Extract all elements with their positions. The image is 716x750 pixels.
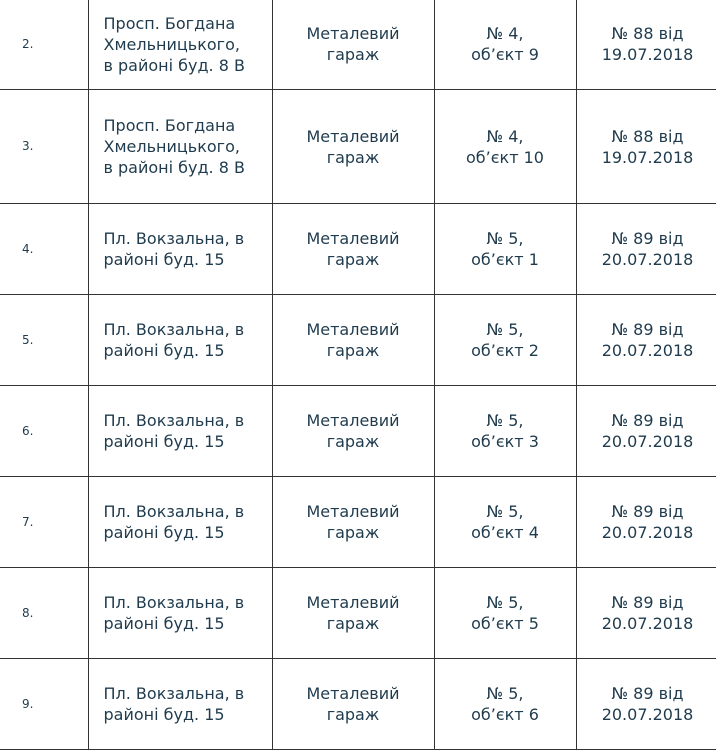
permit-cell bbox=[576, 659, 716, 750]
table-row bbox=[0, 90, 716, 204]
row-number-cell bbox=[0, 659, 88, 750]
object-type-cell bbox=[272, 386, 434, 477]
address-cell bbox=[88, 568, 272, 659]
permit-cell bbox=[576, 568, 716, 659]
permit-cell bbox=[576, 386, 716, 477]
row-number-cell bbox=[0, 568, 88, 659]
permit-text: № 88 від 19.07.2018 bbox=[601, 126, 694, 167]
row-number-cell bbox=[0, 0, 88, 90]
permit-text: № 89 від 20.07.2018 bbox=[601, 320, 694, 360]
address-text: Пл. Вокзальна, в районі буд. 15 bbox=[103, 320, 245, 360]
row-number: 2. bbox=[22, 36, 34, 51]
object-type-text: Металевий гараж bbox=[306, 684, 400, 724]
permit-cell bbox=[576, 204, 716, 295]
object-type-text: Металевий гараж bbox=[306, 411, 400, 451]
address-text: Просп. Богдана Хмельницького, в районі буд. 8 В bbox=[103, 116, 245, 177]
address-cell bbox=[88, 295, 272, 386]
row-number-cell bbox=[0, 90, 88, 204]
object-type-text: Металевий гараж bbox=[306, 320, 400, 360]
row-number-cell bbox=[0, 295, 88, 386]
row-number: 6. bbox=[22, 423, 34, 438]
object-type-cell bbox=[272, 90, 434, 204]
address-cell bbox=[88, 477, 272, 568]
object-number-text: № 5, об’єкт 2 bbox=[471, 320, 539, 360]
address-cell bbox=[88, 659, 272, 750]
table-row bbox=[0, 295, 716, 386]
object-number-text: № 5, об’єкт 6 bbox=[471, 684, 539, 724]
permit-text: № 89 від 20.07.2018 bbox=[601, 411, 694, 451]
object-number-cell bbox=[434, 568, 576, 659]
address-text: Пл. Вокзальна, в районі буд. 15 bbox=[103, 229, 245, 269]
row-number: 8. bbox=[22, 605, 34, 620]
permit-text: № 89 від 20.07.2018 bbox=[601, 502, 694, 542]
table-row bbox=[0, 386, 716, 477]
address-cell bbox=[88, 386, 272, 477]
address-text: Пл. Вокзальна, в районі буд. 15 bbox=[103, 593, 245, 633]
table-row bbox=[0, 0, 716, 90]
object-number-cell bbox=[434, 386, 576, 477]
permit-text: № 88 від 19.07.2018 bbox=[601, 24, 694, 64]
object-type-cell bbox=[272, 659, 434, 750]
object-type-cell bbox=[272, 568, 434, 659]
object-number-cell bbox=[434, 90, 576, 204]
row-number-cell bbox=[0, 204, 88, 295]
object-type-text: Металевий гараж bbox=[306, 229, 400, 269]
permit-cell bbox=[576, 90, 716, 204]
row-number: 5. bbox=[22, 332, 34, 347]
object-type-cell bbox=[272, 477, 434, 568]
object-number-cell bbox=[434, 477, 576, 568]
object-type-text: Металевий гараж bbox=[306, 593, 400, 633]
address-cell bbox=[88, 90, 272, 204]
object-number-text: № 4, об’єкт 10 bbox=[466, 126, 544, 167]
table-row bbox=[0, 568, 716, 659]
row-number-cell bbox=[0, 386, 88, 477]
object-number-cell bbox=[434, 659, 576, 750]
object-number-cell bbox=[434, 0, 576, 90]
object-type-cell bbox=[272, 295, 434, 386]
row-number: 7. bbox=[22, 514, 34, 529]
object-number-cell bbox=[434, 295, 576, 386]
object-type-text: Металевий гараж bbox=[306, 24, 400, 64]
table-row bbox=[0, 659, 716, 750]
address-text: Пл. Вокзальна, в районі буд. 15 bbox=[103, 411, 245, 451]
address-text: Пл. Вокзальна, в районі буд. 15 bbox=[103, 502, 245, 542]
object-number-text: № 5, об’єкт 5 bbox=[471, 593, 539, 633]
table-row bbox=[0, 477, 716, 568]
permit-text: № 89 від 20.07.2018 bbox=[601, 593, 694, 633]
object-number-text: № 5, об’єкт 4 bbox=[471, 502, 539, 542]
object-type-text: Металевий гараж bbox=[306, 126, 400, 167]
object-number-text: № 5, об’єкт 3 bbox=[471, 411, 539, 451]
object-number-text: № 5, об’єкт 1 bbox=[471, 229, 539, 269]
row-number: 3. bbox=[22, 139, 34, 153]
object-number-cell bbox=[434, 204, 576, 295]
permit-cell bbox=[576, 477, 716, 568]
table-row bbox=[0, 204, 716, 295]
address-cell bbox=[88, 204, 272, 295]
address-cell bbox=[88, 0, 272, 90]
object-number-text: № 4, об’єкт 9 bbox=[471, 24, 539, 64]
permit-text: № 89 від 20.07.2018 bbox=[601, 684, 694, 724]
permit-text: № 89 від 20.07.2018 bbox=[601, 229, 694, 269]
row-number: 9. bbox=[22, 696, 34, 711]
address-text: Просп. Богдана Хмельницького, в районі буд. 8 В bbox=[103, 13, 245, 75]
object-type-cell bbox=[272, 204, 434, 295]
address-text: Пл. Вокзальна, в районі буд. 15 bbox=[103, 684, 245, 724]
row-number-cell bbox=[0, 477, 88, 568]
permit-cell bbox=[576, 295, 716, 386]
permit-cell bbox=[576, 0, 716, 90]
object-type-text: Металевий гараж bbox=[306, 502, 400, 542]
object-type-cell bbox=[272, 0, 434, 90]
row-number: 4. bbox=[22, 241, 34, 256]
